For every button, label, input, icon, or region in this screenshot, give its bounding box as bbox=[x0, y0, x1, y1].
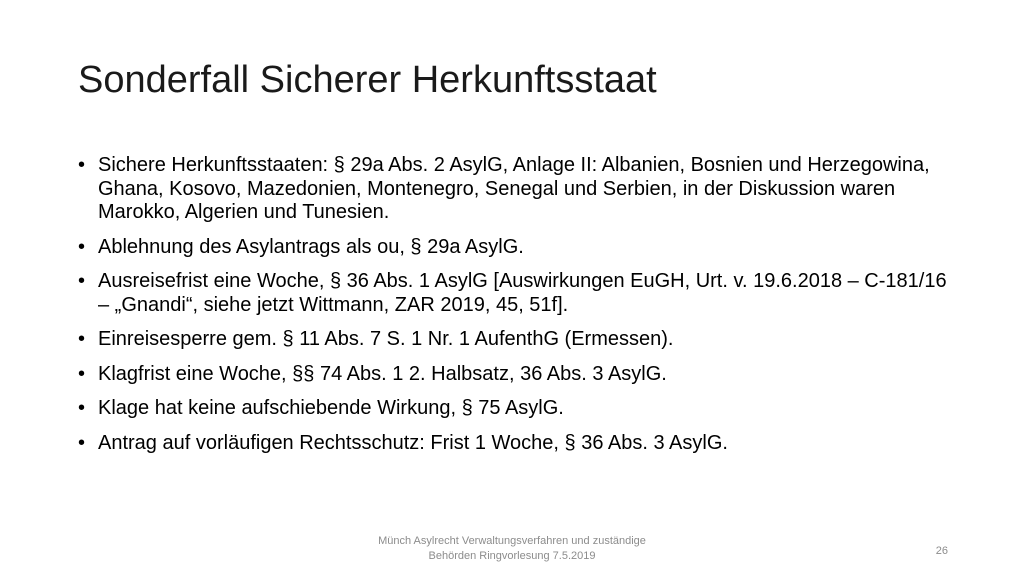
bullet-icon: • bbox=[78, 362, 86, 385]
footer-line-2: Behörden Ringvorlesung 7.5.2019 bbox=[428, 550, 596, 562]
bullet-item bbox=[78, 236, 958, 260]
bullet-item bbox=[78, 432, 958, 456]
bullet-text: Sichere Herkunftsstaaten: § 29a Abs. 2 AsylG, Anlage II: Albanien, Bosnien und Herzegowina, Ghana, Kosovo, Mazedonien, Montenegro, Senegal und Serbien, in der Diskussion waren Marokko, Algerien und Tunesien. bbox=[98, 154, 930, 223]
bullet-item bbox=[78, 328, 958, 352]
bullet-list bbox=[78, 154, 958, 466]
slide-title: Sonderfall Sicherer Herkunftsstaat bbox=[78, 59, 657, 101]
bullet-text: Ausreisefrist eine Woche, § 36 Abs. 1 AsylG [Auswirkungen EuGH, Urt. v. 19.6.2018 – C-181/16 – „Gnandi“, siehe jetzt Wittmann, ZAR 2019, 45, 51f]. bbox=[98, 270, 947, 316]
bullet-text: Antrag auf vorläufigen Rechtsschutz: Frist 1 Woche, § 36 Abs. 3 AsylG. bbox=[98, 431, 728, 454]
bullet-icon: • bbox=[78, 270, 86, 292]
bullet-text: Klagfrist eine Woche, §§ 74 Abs. 1 2. Halbsatz, 36 Abs. 3 AsylG. bbox=[98, 362, 667, 385]
bullet-item bbox=[78, 363, 958, 387]
slide-footer bbox=[340, 534, 684, 564]
bullet-item bbox=[78, 270, 958, 317]
bullet-item bbox=[78, 397, 958, 421]
footer-line-1: Münch Asylrecht Verwaltungsverfahren und zuständige bbox=[378, 535, 646, 547]
bullet-text: Ablehnung des Asylantrags als ou, § 29a AsylG. bbox=[98, 235, 524, 258]
bullet-item bbox=[78, 154, 958, 225]
slide-number: 26 bbox=[935, 545, 948, 557]
bullet-text: Einreisesperre gem. § 11 Abs. 7 S. 1 Nr. 1 AufenthG (Ermessen). bbox=[98, 328, 674, 350]
bullet-icon: • bbox=[78, 154, 86, 176]
bullet-icon: • bbox=[78, 397, 86, 419]
bullet-text: Klage hat keine aufschiebende Wirkung, § 75 AsylG. bbox=[98, 397, 564, 419]
bullet-icon: • bbox=[78, 235, 86, 258]
bullet-icon: • bbox=[78, 431, 86, 454]
bullet-icon: • bbox=[78, 328, 86, 350]
